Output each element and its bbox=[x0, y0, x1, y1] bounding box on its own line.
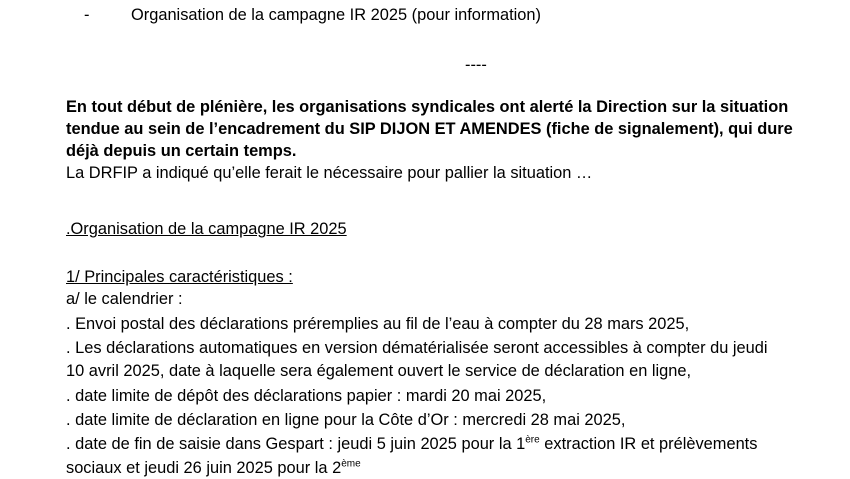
section-title: .Organisation de la campagne IR 2025 bbox=[66, 220, 347, 238]
calendar-item-text: extraction IR et prélèvements bbox=[539, 435, 758, 453]
agenda-item: Organisation de la campagne IR 2025 (pour information) bbox=[131, 6, 541, 24]
list-bullet: - bbox=[84, 6, 90, 24]
superscript: ème bbox=[341, 458, 361, 470]
calendar-item bbox=[66, 433, 757, 455]
calendar-item: . Les déclarations automatiques en version dématérialisée seront accessibles à compter du jeudi bbox=[66, 339, 768, 357]
calendar-item-text: sociaux et jeudi 26 juin 2025 pour la 2 bbox=[66, 459, 342, 477]
calendar-item: . date limite de dépôt des déclarations papier : mardi 20 mai 2025, bbox=[66, 387, 547, 405]
alert-paragraph-line: déjà depuis un certain temps. bbox=[66, 142, 297, 160]
alert-paragraph-line: tendue au sein de l’encadrement du SIP DIJON ET AMENDES (fiche de signalement), qui dure bbox=[66, 120, 793, 138]
subsection-title: 1/ Principales caractéristiques : bbox=[66, 268, 293, 286]
calendar-item-continued bbox=[66, 457, 361, 479]
calendar-item: . Envoi postal des déclarations préremplies au fil de l’eau à compter du 28 mars 2025, bbox=[66, 315, 690, 333]
calendar-item: . date limite de déclaration en ligne pour la Côte d’Or : mercredi 28 mai 2025, bbox=[66, 411, 626, 429]
calendar-heading: a/ le calendrier : bbox=[66, 290, 183, 308]
separator: ---- bbox=[465, 56, 487, 74]
calendar-item-text: . date de fin de saisie dans Gespart : jeudi 5 juin 2025 pour la 1 bbox=[66, 435, 526, 453]
direction-response: La DRFIP a indiqué qu’elle ferait le nécessaire pour pallier la situation … bbox=[66, 164, 593, 182]
alert-paragraph-line: En tout début de plénière, les organisations syndicales ont alerté la Direction sur la situation bbox=[66, 98, 789, 116]
superscript: ère bbox=[525, 434, 540, 446]
calendar-item-continued: 10 avril 2025, date à laquelle sera également ouvert le service de déclaration en ligne, bbox=[66, 362, 692, 380]
